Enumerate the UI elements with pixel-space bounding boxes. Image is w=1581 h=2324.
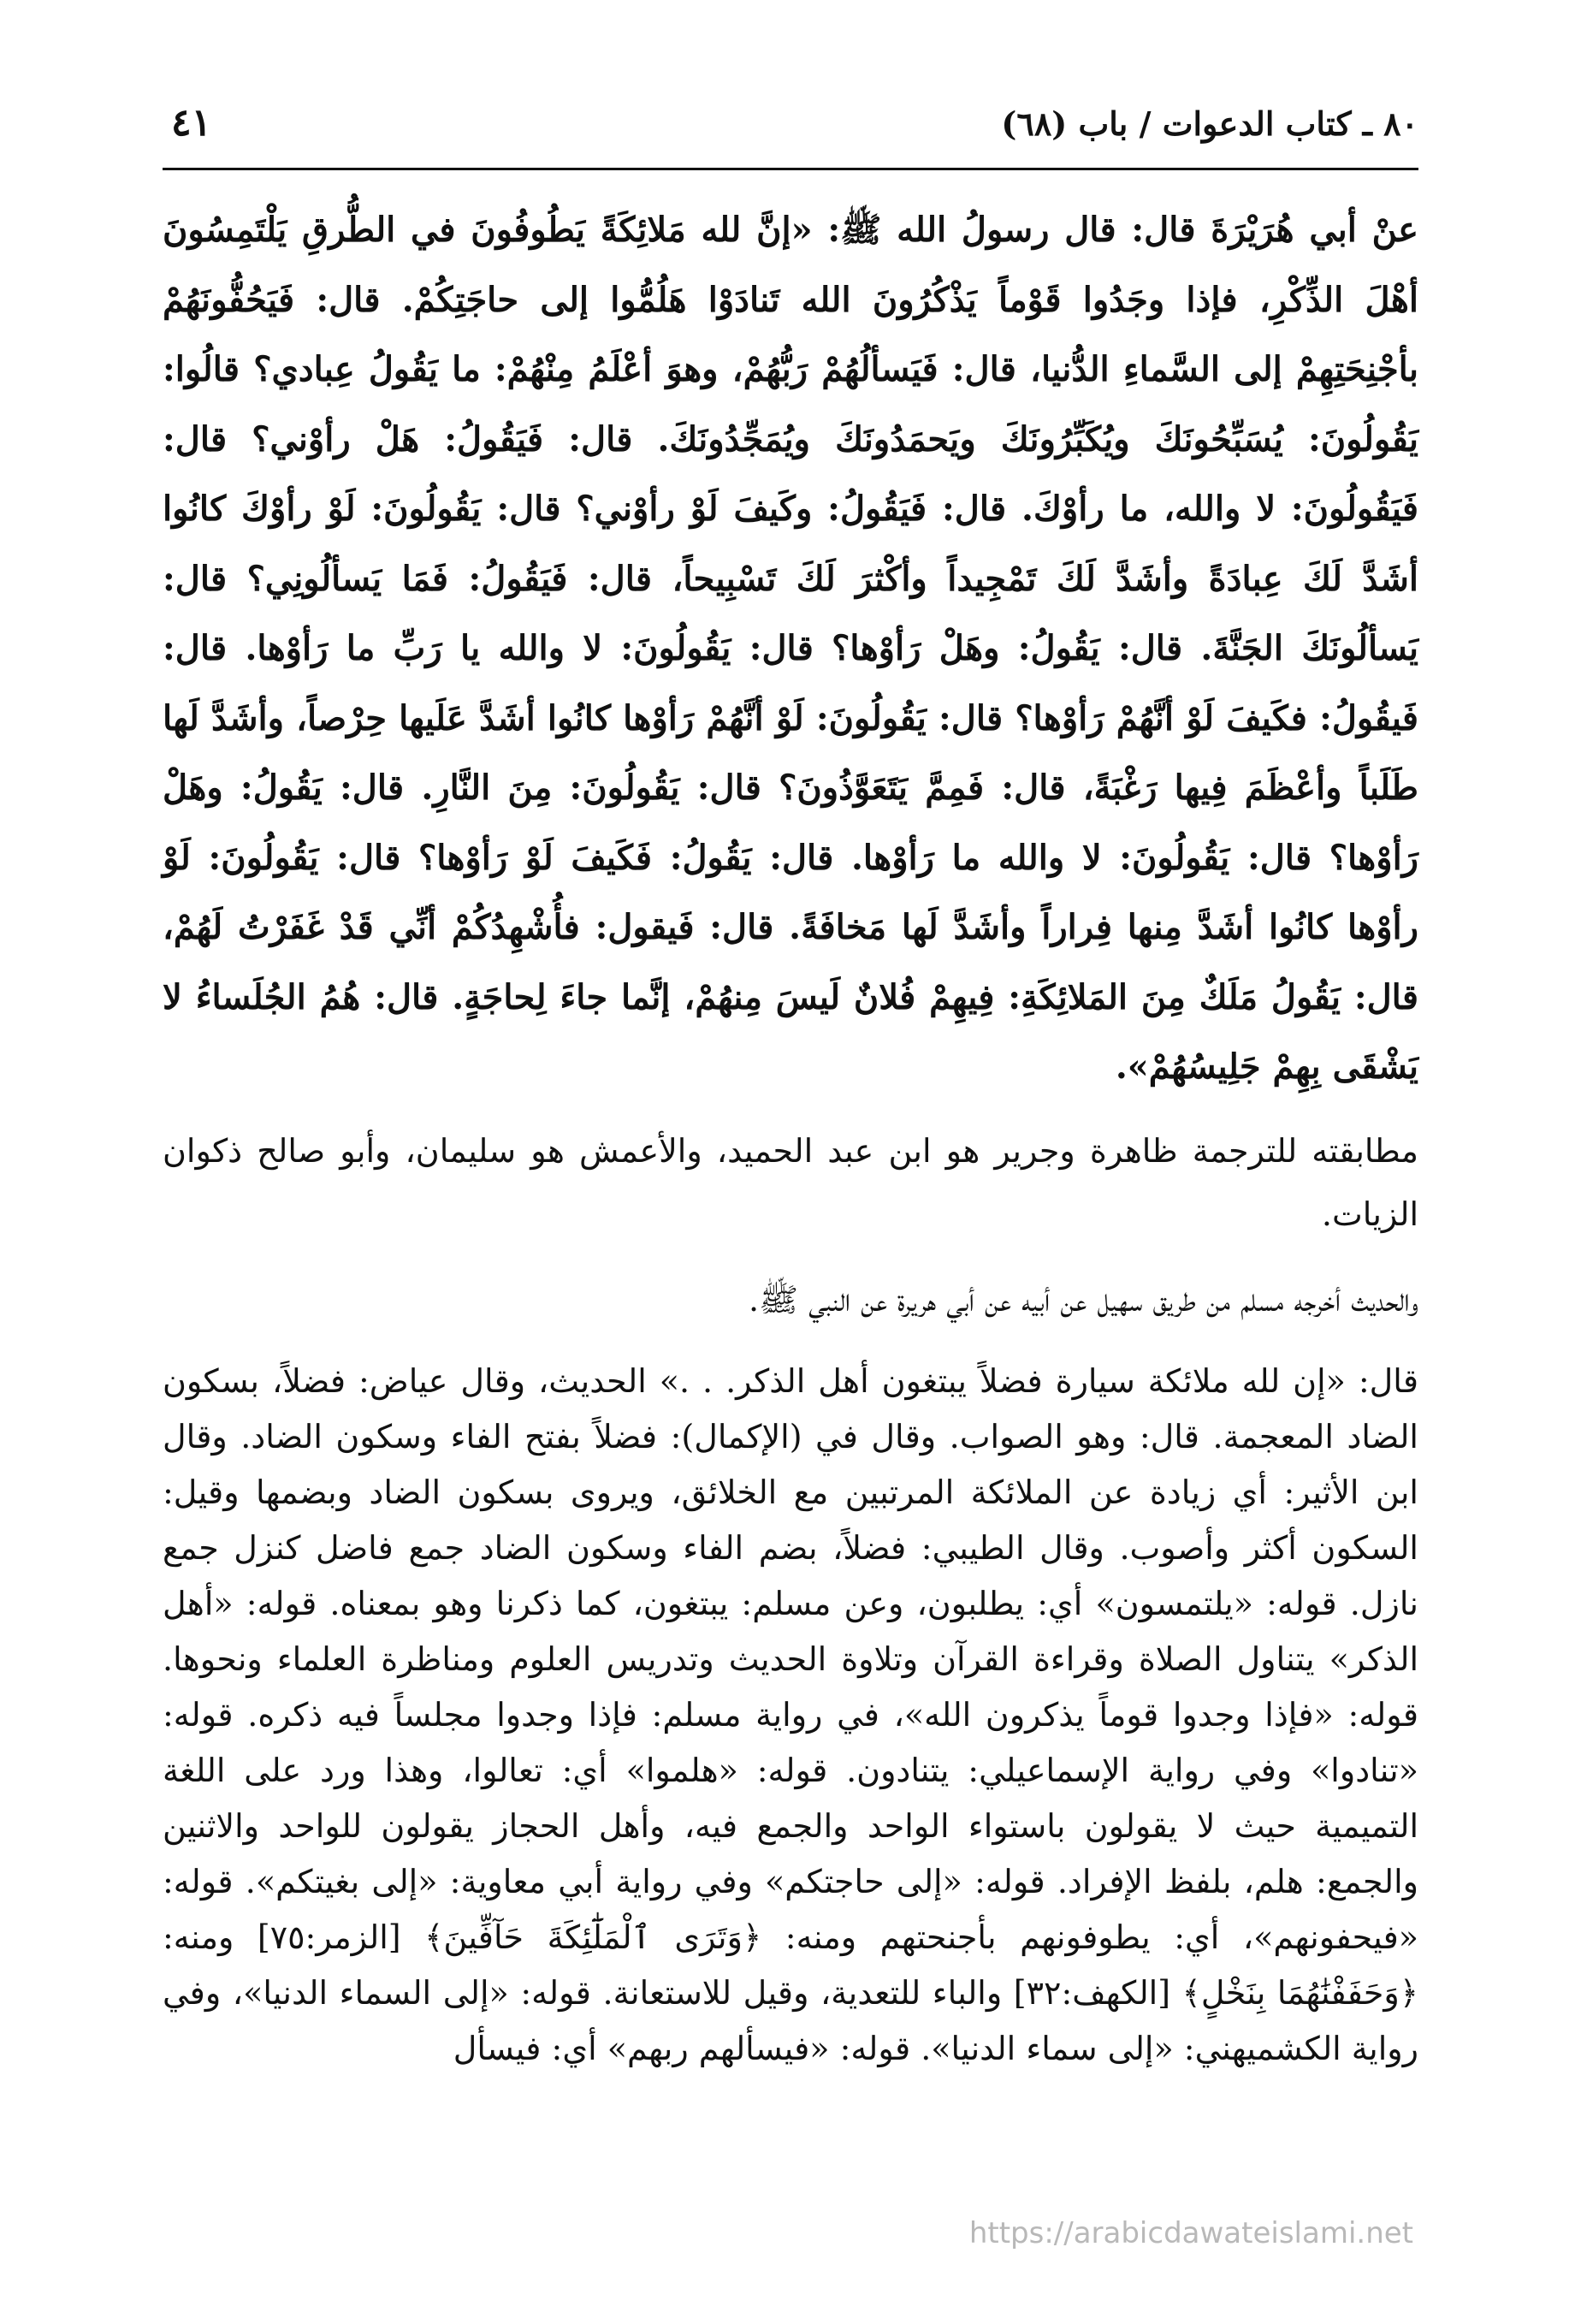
commentary-paragraph-1: مطابقته للترجمة ظاهرة وجرير هو ابن عبد الحميد، والأعمش هو سليمان، وأبو صالح ذكوان الزيات. bbox=[163, 1131, 1418, 1233]
running-title: ٨٠ ـ كتاب الدعوات / باب (٦٨) bbox=[1001, 104, 1418, 143]
commentary-paragraph-2: والحديث أخرجه مسلم من طريق سهيل عن أبيه عن أبي هريرة عن النبي ﷺ. bbox=[749, 1280, 1418, 1319]
commentary-paragraph-3: قال: «إن لله ملائكة سيارة فضلاً يبتغون أهل الذكر. . .» الحديث، وقال عياض: فضلاً، بسكون الضاد المعجمة. قال: وهو الصواب. وقال في (الإكمال): فضلاً بفتح الفاء وسكون الضاد. وقال ابن الأثير: أي زيادة عن الملائكة المرتبين مع الخلائق، ويروى بسكون الضاد وبضمها وقيل: السكون أكثر وأصوب. وقال الطيبي: فضلاً، بضم الفاء وسكون الضاد جمع فاضل كنزل جمع نازل. قوله: «يلتمسون» أي: يطلبون، وعن مسلم: يبتغون، كما ذكرنا وهو بمعناه. قوله: «أهل الذكر» يتناول الصلاة وقراءة القرآن وتلاوة الحديث وتدريس العلوم ومناظرة العلماء ونحوها. قوله: «فإذا وجدوا قوماً يذكرون الله»، في رواية مسلم: فإذا وجدوا مجلساً فيه ذكره. قوله: «تنادوا» وفي رواية الإسماعيلي: يتنادون. قوله: «هلموا» أي: تعالوا، وهذا ورد على اللغة التميمية حيث لا يقولون باستواء الواحد والجمع فيه، وأهل الحجاز يقولون للواحد والاثنين والجمع: هلم، بلفظ الإفراد. قوله: «إلى حاجتكم» وفي رواية أبي معاوية: «إلى بغيتكم». قوله: «فيحفونهم»، أي: يطوفونهم بأجنحتهم ومنه: ﴿وَتَرَى ٱلْمَلَٰٓئِكَةَ حَآفِّينَ﴾ [الزمر:٧٥] ومنه: ﴿وَحَفَفْنَٰهُمَا بِنَخْلٍ﴾ [الكهف:٣٢] والباء للتعدية، وقيل للاستعانة. قوله: «إلى السماء الدنيا»، وفي رواية الكشميهني: «إلى سماء الدنيا». قوله: «فيسألهم ربهم» أي: فيسأل bbox=[163, 1361, 1418, 2067]
page-number: ٤١ bbox=[171, 101, 212, 145]
hadith-text: عنْ أبي هُرَيْرَةَ قال: قال رسولُ الله ﷺ: «إنَّ لله مَلائِكَةً يَطُوفُونَ في الطُّرقِ يَلْتَمِسُونَ أهْلَ الذِّكْرِ، فإذا وجَدُوا قَوْماً يَذْكُرُونَ الله تَنادَوْا هَلُمُّوا إلى حاجَتِكُمْ. قال: فَيَحُفُّونَهُمْ بأجْنِحَتِهِمْ إلى السَّماءِ الدُّنيا، قال: فَيَسألُهُمْ رَبُّهُمْ، وهوَ أعْلَمُ مِنْهُمْ: ما يَقُولُ عِبادي؟ قالُوا: يَقُولُونَ: يُسَبِّحُونَكَ ويُكَبِّرُونَكَ ويَحمَدُونَكَ ويُمَجِّدُونَكَ. قال: فَيَقُولُ: هَلْ رأوْني؟ قال: فَيَقُولُونَ: لا والله، ما رأوْكَ. قال: فَيَقُولُ: وكَيفَ لَوْ رأوْني؟ قال: يَقُولُونَ: لَوْ رأوْكَ كانُوا أشَدَّ لَكَ عِبادَةً وأشَدَّ لَكَ تَمْجِيداً وأكْثرَ لَكَ تَسْبِيحاً، قال: فَيَقُولُ: فَمَا يَسألُونِي؟ قال: يَسألُونَكَ الجَنَّةَ. قال: يَقُولُ: وهَلْ رَأوْها؟ قال: يَقُولُونَ: لا والله يا رَبِّ ما رَأوْها. قال: فَيقُولُ: فكَيفَ لَوْ أنَّهُمْ رَأوْها؟ قال: يَقُولُونَ: لَوْ أنَّهُمْ رَأوْها كانُوا أشَدَّ عَلَيها حِرْصاً، وأشَدَّ لَها طَلَباً وأعْظَمَ فِيها رَغْبَةً، قال: فَمِمَّ يَتَعَوَّذُونَ؟ قال: يَقُولُونَ: مِنَ النَّارِ. قال: يَقُولُ: وهَلْ رَأوْها؟ قال: يَقُولُونَ: لا والله ما رَأوْها. قال: يَقُولُ: فَكَيفَ لَوْ رَأوْها؟ قال: يَقُولُونَ: لَوْ رأوْها كانُوا أشَدَّ مِنها فِراراً وأشَدَّ لَها مَخافَةً. قال: فَيقول: فأُشْهِدُكُمْ أنِّي قَدْ غَفَرْتُ لَهُمْ، قال: يَقُولُ مَلَكٌ مِنَ المَلائِكَةِ: فِيهِمْ فُلانٌ لَيسَ مِنهُمْ، إنَّما جاءَ لِحاجَةٍ. قال: هُمُ الجُلَساءُ لا يَشْقَى بِهِمْ جَلِيسُهُمْ». bbox=[163, 210, 1419, 1087]
page-header bbox=[171, 101, 1418, 152]
header-divider bbox=[163, 168, 1418, 170]
watermark-url: https://arabicdawateislami.net bbox=[968, 2216, 1413, 2250]
page-body bbox=[163, 195, 1418, 2077]
